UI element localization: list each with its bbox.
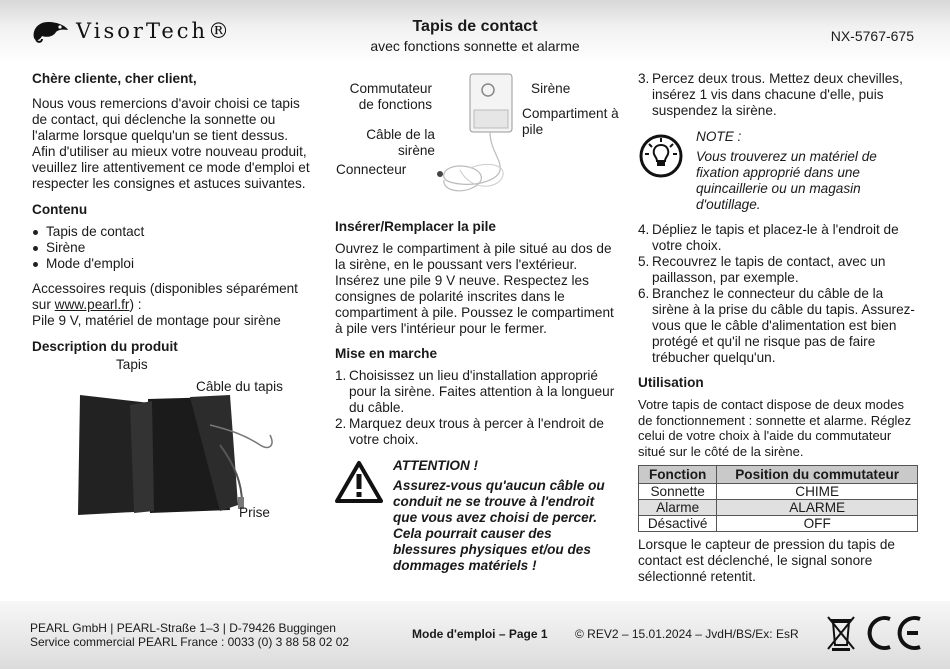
list-item [638, 71, 920, 119]
footer-line-2: Service commercial PEARL France : 0033 (0) 3 88 58 02 02 [30, 635, 350, 649]
description-heading: Description du produit [32, 339, 178, 354]
accessories-part-c: Pile 9 V, matériel de montage pour sirène [32, 313, 281, 328]
step-text: Dépliez le tapis et placez-le à l'endroit de votre choix. [652, 222, 899, 253]
table-cell: Désactivé [639, 516, 717, 532]
contents-list [32, 224, 312, 272]
column-1 [32, 71, 312, 355]
list-item: Sirène [32, 240, 312, 256]
step-text: Branchez le connecteur du câble de la sirène à la prise du câble du tapis. Assurez-vous que le câble d'alimentation est bien protégé et qu'il ne risque pas de faire trébucher quelqu'un. [652, 286, 915, 365]
lightbulb-icon [638, 133, 684, 179]
label-cable-sirene: Câble de la sirène [366, 127, 435, 158]
list-item: Mode d'emploi [32, 256, 312, 272]
table-cell: CHIME [717, 484, 918, 500]
step-text: Percez deux trous. Mettez deux chevilles, insérez 1 vis dans chacune d'elle, puis suspendez la sirène. [652, 71, 903, 118]
table-row [639, 500, 918, 516]
greeting [32, 71, 312, 87]
page-subtitle: avec fonctions sonnette et alarme [370, 38, 580, 54]
table-header: Position du commutateur [717, 466, 918, 484]
table-cell: OFF [717, 516, 918, 532]
table-cell: Sonnette [639, 484, 717, 500]
step-text: Recouvrez le tapis de contact, avec un paillasson, par exemple. [652, 254, 886, 285]
brand-name: VisorTech® [76, 19, 233, 43]
list-item [335, 368, 620, 416]
step-text: Choisissez un lieu d'installation approprié pour la sirène. Faites attention à la longueur du câble. [349, 368, 615, 415]
table-header-row [639, 466, 918, 484]
footer-line-1: PEARL GmbH | PEARL-Straße 1–3 | D-79426 Buggingen [30, 621, 336, 635]
label-commutateur: Commutateur de fonctions [349, 81, 432, 112]
note-box [638, 129, 920, 213]
closing-text: Lorsque le capteur de pression du tapis de contact est déclenché, le signal sonore sélectionné retentit. [638, 537, 895, 584]
start-steps [335, 368, 620, 448]
attention-box [335, 458, 620, 574]
footer-revision: © REV2 – 15.01.2024 – JvdH/BS/Ex: EsR [575, 627, 799, 641]
start-heading: Mise en marche [335, 346, 437, 361]
list-item [335, 416, 620, 448]
list-item [638, 222, 920, 254]
step-3 [638, 71, 920, 119]
column-3 [638, 71, 920, 585]
accessories-part-b: ) : [129, 297, 142, 312]
attention-title: ATTENTION ! [393, 458, 479, 473]
intro-text: Nous vous remercions d'avoir choisi ce tapis de contact, qui déclenche la sonnette ou l'alarme lorsque quelqu'un se tient dessus. Afin d'utiliser au mieux votre nouveau produit, veuillez lire attentivement ce mode d'emploi et respecter les consignes et astuces suivantes. [32, 96, 310, 191]
accessories-text [32, 281, 312, 329]
step-number: 3. [638, 71, 650, 86]
footer-address [30, 621, 349, 649]
label-connecteur: Connecteur [336, 162, 407, 177]
warning-icon [335, 460, 383, 504]
note-text: Vous trouverez un matériel de fixation approprié dans une quincaillerie ou un magasin d'outillage. [696, 149, 877, 212]
label-prise: Prise [239, 505, 270, 520]
footer-page: Mode d'emploi – Page 1 [412, 627, 548, 641]
greeting-part-a: Chère cliente, c [32, 71, 133, 86]
attention-content [393, 458, 613, 574]
list-item [638, 286, 920, 366]
attention-text: Assurez-vous qu'aucun câble ou conduit ne se trouve à l'endroit que vous avez choisi de percer. Cela pourrait causer des blessures physiques et/ou des dommages matériels ! [393, 478, 605, 573]
battery-text: Ouvrez le compartiment à pile situé au dos de la sirène, en le poussant vers l'extérieur. Insérez une pile 9 V neuve. Respectez les consignes de polarité inscrites dans le compartiment à pile. Poussez le compartiment à pile vers l'intérieur pour le fermer. [335, 241, 614, 336]
step-number: 5. [638, 254, 650, 269]
ce-mark-icon [864, 613, 924, 653]
step-number: 2. [335, 416, 347, 431]
page-title: Tapis de contact [412, 18, 538, 35]
list-item [638, 254, 920, 286]
conformity-marks [826, 613, 924, 653]
step-number: 6. [638, 286, 650, 301]
steps-4-6 [638, 222, 920, 366]
mode-table [638, 465, 918, 532]
label-sirene: Sirène [531, 81, 571, 96]
table-cell: Alarme [639, 500, 717, 516]
table-cell: ALARME [717, 500, 918, 516]
weee-bin-icon [826, 613, 856, 653]
pearl-link[interactable]: www.pearl.fr [54, 297, 130, 312]
note-content [696, 129, 886, 213]
greeting-part-b: her client, [132, 71, 197, 86]
contact-mat-image [70, 385, 280, 525]
label-cable-tapis: Câble du tapis [196, 379, 283, 394]
table-row [639, 484, 918, 500]
footer [0, 601, 950, 669]
column-2 [335, 219, 620, 574]
table-header: Fonction [639, 466, 717, 484]
siren-image [430, 70, 530, 215]
label-tapis: Tapis [116, 357, 148, 372]
table-row [639, 516, 918, 532]
label-compartiment: Compartiment à pile [522, 106, 619, 137]
step-number: 4. [638, 222, 650, 237]
battery-heading: Insérer/Remplacer la pile [335, 219, 496, 234]
usage-text: Votre tapis de contact dispose de deux modes de fonctionnement : sonnette et alarme. Réglez celui de votre choix à l'aide du commutateur situé sur le côté de la sirène. [638, 397, 912, 459]
contents-heading: Contenu [32, 202, 88, 217]
list-item: Tapis de contact [32, 224, 312, 240]
step-text: Marquez deux trous à percer à l'endroit de votre choix. [349, 416, 604, 447]
note-title: NOTE : [696, 129, 742, 144]
step-number: 1. [335, 368, 347, 383]
product-code: NX-5767-675 [830, 28, 914, 44]
usage-heading: Utilisation [638, 375, 704, 390]
accessories-part-a: Accessoires requis (disponibles séparément sur [32, 281, 298, 312]
